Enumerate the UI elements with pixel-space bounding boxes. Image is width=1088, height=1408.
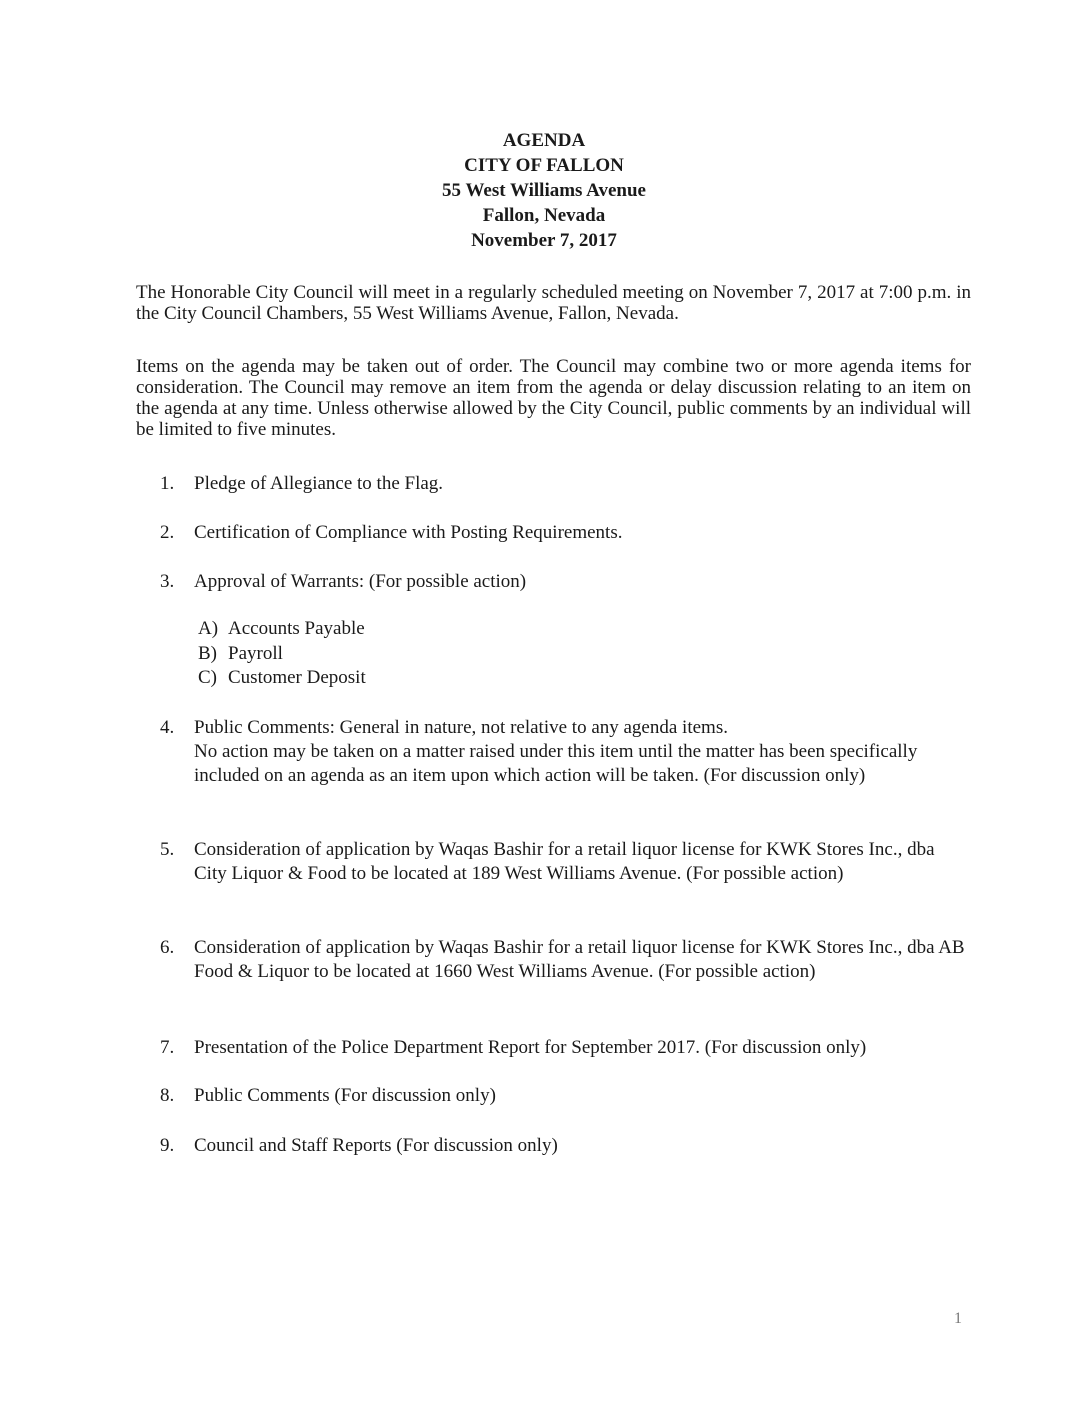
item-text: Certification of Compliance with Posting Requirements. [194,522,623,543]
item-text: Public Comments (For discussion only) [194,1085,496,1106]
sub-item-letter: C) [198,667,217,688]
agenda-item [160,1036,970,1060]
sub-item [198,666,366,690]
agenda-item [160,936,970,984]
agenda-item [160,472,970,496]
item-text: Public Comments: General in nature, not relative to any agenda items. [194,717,728,738]
item-text: Pledge of Allegiance to the Flag. [194,473,444,494]
agenda-item [160,1084,970,1108]
sub-item-letter: B) [198,643,217,664]
intro-paragraph: The Honorable City Council will meet in a regularly scheduled meeting on November 7, 2017 at 7:00 p.m. in the City Council Chambers, 55 West Williams Avenue, Fallon, Nevada. [136,282,971,324]
sub-item-text: Payroll [228,643,283,664]
meeting-date: November 7, 2017 [471,230,617,251]
item-text: Consideration of application by Waqas Bashir for a retail liquor license for KWK Stores Inc., dba City Liquor & Food to be located at 189 West Williams Avenue. (For possible action) [194,839,935,884]
item-text: Approval of Warrants: (For possible action) [194,571,527,592]
city-state: Fallon, Nevada [482,205,606,226]
notice-paragraph: Items on the agenda may be taken out of order. The Council may combine two or more agenda items for consideration. The Council may remove an item from the agenda or delay discussion relating to an item on the agenda at any time. Unless otherwise allowed by the City Council, public comments by an individual will be limited to five minutes. [136,356,971,440]
agenda-item [160,570,970,594]
item-number: 1. [160,473,175,494]
item-number: 7. [160,1037,175,1058]
sub-item-letter: A) [198,618,219,639]
agenda-item [160,716,970,788]
page-number: 1 [954,1310,962,1327]
sub-item-text: Customer Deposit [228,667,366,688]
agenda-item [160,521,970,545]
item-number: 4. [160,717,175,738]
item-text: Consideration of application by Waqas Bashir for a retail liquor license for KWK Stores Inc., dba AB Food & Liquor to be located at 1660 West Williams Avenue. (For possible action) [194,937,965,982]
sub-item [198,642,283,666]
item-number: 2. [160,522,175,543]
item-number: 9. [160,1135,175,1156]
item-text: Council and Staff Reports (For discussion only) [194,1135,558,1156]
item-text: Presentation of the Police Department Report for September 2017. (For discussion only) [194,1037,867,1058]
agenda-title: AGENDA [502,130,586,151]
item-number: 8. [160,1085,175,1106]
agenda-header [0,128,1088,253]
item-number: 3. [160,571,175,592]
sub-item-text: Accounts Payable [228,618,365,639]
city-name: CITY OF FALLON [464,155,624,176]
item-text-detail: No action may be taken on a matter raised under this item until the matter has been specifically included on an agenda as an item upon which action will be taken. (For discussion only) [194,741,918,786]
agenda-item [160,1134,970,1158]
sub-item [198,617,365,641]
item-number: 5. [160,839,175,860]
agenda-item [160,838,970,886]
item-number: 6. [160,937,175,958]
street-address: 55 West Williams Avenue [442,180,646,201]
